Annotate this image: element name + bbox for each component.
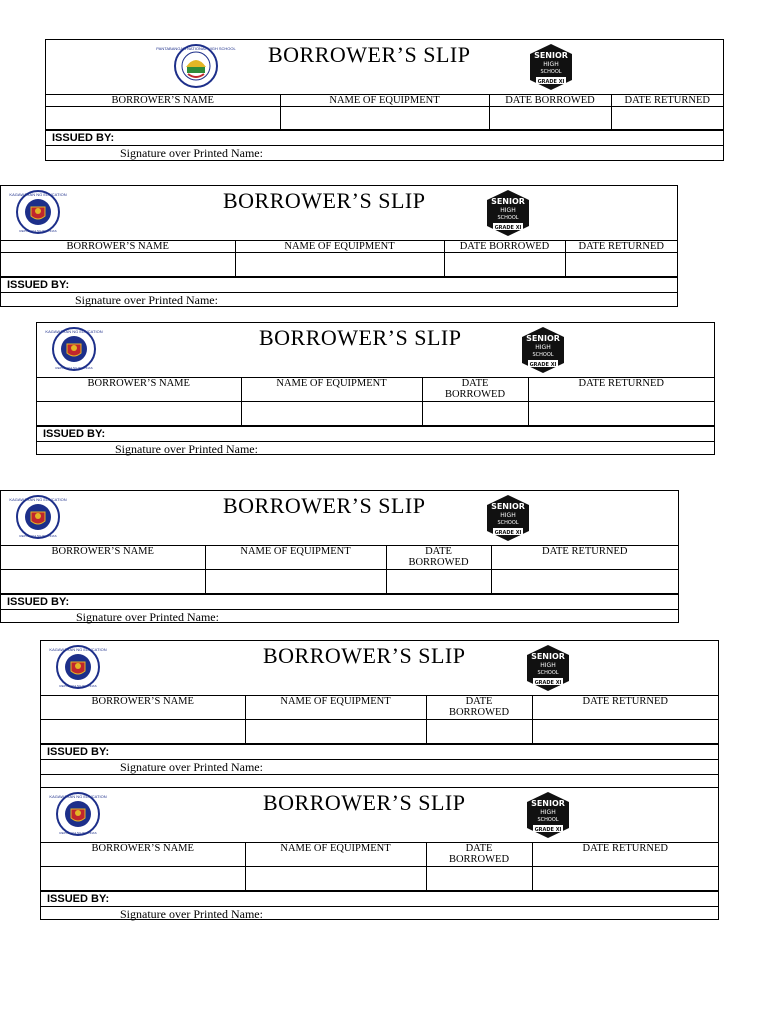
col-equipment-name: NAME OF EQUIPMENT — [235, 241, 444, 253]
col-date-returned: DATE RETURNED — [611, 95, 723, 107]
date-returned-field[interactable] — [528, 401, 714, 425]
deped-bottom-text: REPUBLIKA NG PILIPINAS — [59, 684, 97, 688]
col-date-returned: DATE RETURNED — [491, 546, 678, 569]
col-date-returned: DATE RETURNED — [528, 378, 714, 401]
shs-logo-ribbon: GRADE XI — [534, 827, 562, 833]
slip-table — [37, 378, 714, 426]
equipment-name-field[interactable] — [235, 253, 444, 277]
deped-ring-text: KAGAWARAN NG EDUCATION — [45, 329, 103, 334]
slip-title: BORROWER’S SLIP — [263, 643, 466, 668]
slip-title: BORROWER’S SLIP — [223, 493, 426, 518]
slip-title: BORROWER’S SLIP — [263, 790, 466, 815]
senior-high-school-logo-icon — [483, 493, 533, 543]
col-date-returned: DATE RETURNED — [532, 696, 718, 719]
col-date-returned: DATE RETURNED — [565, 241, 677, 253]
borrower-slip-1 — [45, 39, 724, 161]
borrower-slip-5 — [40, 640, 719, 788]
col-borrower-name: BORROWER’S NAME — [37, 378, 241, 401]
deped-seal-icon — [9, 494, 67, 540]
deped-seal-icon — [49, 644, 107, 690]
signature-line[interactable]: Signature over Printed Name: — [41, 906, 718, 921]
signature-line[interactable]: Signature over Printed Name: — [1, 292, 677, 307]
shs-logo-text-top: SENIOR — [526, 334, 560, 343]
shs-logo-text-bottom: SCHOOL — [540, 69, 562, 75]
issued-by-label: ISSUED BY: — [1, 277, 677, 292]
shs-logo-text-mid: HIGH — [500, 512, 516, 519]
signature-line[interactable]: Signature over Printed Name: — [46, 145, 723, 160]
col-borrower-name: BORROWER’S NAME — [46, 95, 280, 107]
slip-title: BORROWER’S SLIP — [259, 325, 462, 350]
school-seal-icon — [156, 43, 236, 89]
col-date-borrowed — [422, 378, 528, 401]
deped-ring-text: KAGAWARAN NG EDUCATION — [9, 192, 67, 197]
deped-seal-icon — [9, 189, 67, 235]
col-date-borrowed: DATE BORROWED — [444, 241, 565, 253]
col-date-returned: DATE RETURNED — [532, 843, 718, 866]
issued-by-label: ISSUED BY: — [46, 130, 723, 145]
slip-header — [41, 788, 718, 843]
equipment-name-field[interactable] — [245, 719, 426, 743]
deped-bottom-text: REPUBLIKA NG PILIPINAS — [55, 366, 93, 370]
slip-header — [41, 641, 718, 696]
col-equipment-name: NAME OF EQUIPMENT — [205, 546, 386, 569]
date-borrowed-field[interactable] — [489, 107, 611, 130]
date-returned-field[interactable] — [491, 569, 678, 593]
date-returned-field[interactable] — [532, 866, 718, 890]
col-borrower-name: BORROWER’S NAME — [41, 843, 245, 866]
equipment-name-field[interactable] — [241, 401, 422, 425]
equipment-name-field[interactable] — [280, 107, 489, 130]
school-seal-text: PANTABANGAN NATIONAL HIGH SCHOOL — [156, 46, 236, 51]
issued-by-label: ISSUED BY: — [1, 594, 678, 609]
slip-table — [1, 241, 677, 277]
borrower-slip-4 — [0, 490, 679, 623]
senior-high-school-logo-icon — [526, 42, 576, 92]
col-borrower-name: BORROWER’S NAME — [1, 241, 235, 253]
shs-logo-text-top: SENIOR — [531, 799, 565, 808]
col-date-borrowed-line2: BORROWED — [408, 557, 469, 568]
date-returned-field[interactable] — [532, 719, 718, 743]
borrower-slip-6 — [40, 787, 719, 920]
signature-line[interactable]: Signature over Printed Name: — [41, 759, 718, 774]
signature-line[interactable]: Signature over Printed Name: — [37, 441, 714, 456]
issued-by-label: ISSUED BY: — [41, 891, 718, 906]
col-date-borrowed — [426, 843, 532, 866]
deped-ring-text: KAGAWARAN NG EDUCATION — [49, 794, 107, 799]
date-borrowed-field[interactable] — [426, 719, 532, 743]
date-returned-field[interactable] — [565, 253, 677, 277]
slip-header — [46, 40, 723, 95]
slip-header — [37, 323, 714, 378]
issued-by-label: ISSUED BY: — [41, 744, 718, 759]
equipment-name-field[interactable] — [205, 569, 386, 593]
deped-seal-icon — [49, 791, 107, 837]
senior-high-school-logo-icon — [483, 188, 533, 238]
senior-high-school-logo-icon — [523, 643, 573, 693]
shs-logo-ribbon: GRADE XI — [537, 79, 565, 85]
date-borrowed-field[interactable] — [386, 569, 491, 593]
slip-header — [1, 491, 678, 546]
date-borrowed-field[interactable] — [426, 866, 532, 890]
shs-logo-text-mid: HIGH — [500, 207, 516, 214]
shs-logo-text-bottom: SCHOOL — [537, 817, 559, 823]
col-equipment-name: NAME OF EQUIPMENT — [241, 378, 422, 401]
col-date-borrowed-line1: DATE — [465, 696, 493, 707]
col-date-borrowed: DATE BORROWED — [489, 95, 611, 107]
equipment-name-field[interactable] — [245, 866, 426, 890]
slip-table — [41, 843, 718, 891]
date-borrowed-field[interactable] — [444, 253, 565, 277]
slip-header — [1, 186, 677, 241]
borrower-slip-2 — [0, 185, 678, 307]
col-equipment-name: NAME OF EQUIPMENT — [280, 95, 489, 107]
col-date-borrowed-line2: BORROWED — [448, 707, 510, 718]
col-date-borrowed-line2: BORROWED — [444, 389, 506, 400]
shs-logo-ribbon: GRADE XI — [529, 362, 557, 368]
deped-seal-icon — [45, 326, 103, 372]
shs-logo-text-mid: HIGH — [540, 662, 556, 669]
shs-logo-text-bottom: SCHOOL — [537, 670, 559, 676]
col-borrower-name: BORROWER’S NAME — [41, 696, 245, 719]
col-equipment-name: NAME OF EQUIPMENT — [245, 696, 426, 719]
shs-logo-text-bottom: SCHOOL — [532, 352, 554, 358]
borrower-name-field[interactable] — [37, 401, 241, 425]
borrower-name-field[interactable] — [41, 719, 245, 743]
slip-table — [1, 546, 678, 594]
shs-logo-text-mid: HIGH — [543, 61, 559, 68]
shs-logo-text-top: SENIOR — [491, 197, 525, 206]
shs-logo-ribbon: GRADE XI — [534, 680, 562, 686]
slip-table — [41, 696, 718, 744]
deped-bottom-text: REPUBLIKA NG PILIPINAS — [59, 831, 97, 835]
shs-logo-ribbon: GRADE XI — [494, 530, 522, 536]
slip-title: BORROWER’S SLIP — [223, 188, 426, 213]
borrower-slip-3 — [36, 322, 715, 455]
date-returned-field[interactable] — [611, 107, 723, 130]
col-date-borrowed-line1: DATE — [465, 843, 493, 854]
borrower-name-field[interactable] — [1, 253, 235, 277]
slip-table — [46, 95, 723, 130]
deped-bottom-text: REPUBLIKA NG PILIPINAS — [19, 534, 57, 538]
shs-logo-text-mid: HIGH — [540, 809, 556, 816]
senior-high-school-logo-icon — [518, 325, 568, 375]
col-date-borrowed — [426, 696, 532, 719]
col-date-borrowed-line1: DATE — [425, 546, 452, 557]
shs-logo-ribbon: GRADE XI — [494, 225, 522, 231]
shs-logo-text-mid: HIGH — [535, 344, 551, 351]
shs-logo-text-bottom: SCHOOL — [497, 520, 519, 526]
senior-high-school-logo-icon — [523, 790, 573, 840]
shs-logo-text-top: SENIOR — [491, 502, 525, 511]
col-borrower-name: BORROWER’S NAME — [1, 546, 205, 569]
borrower-name-field[interactable] — [41, 866, 245, 890]
slip-title: BORROWER’S SLIP — [268, 42, 471, 67]
borrower-name-field[interactable] — [1, 569, 205, 593]
deped-ring-text: KAGAWARAN NG EDUCATION — [49, 647, 107, 652]
col-equipment-name: NAME OF EQUIPMENT — [245, 843, 426, 866]
shs-logo-text-top: SENIOR — [534, 51, 568, 60]
deped-ring-text: KAGAWARAN NG EDUCATION — [9, 497, 67, 502]
col-date-borrowed-line2: BORROWED — [448, 854, 510, 865]
deped-bottom-text: REPUBLIKA NG PILIPINAS — [19, 229, 57, 233]
issued-by-label: ISSUED BY: — [37, 426, 714, 441]
col-date-borrowed — [386, 546, 491, 569]
signature-line[interactable]: Signature over Printed Name: — [1, 609, 678, 624]
borrower-name-field[interactable] — [46, 107, 280, 130]
shs-logo-text-top: SENIOR — [531, 652, 565, 661]
shs-logo-text-bottom: SCHOOL — [497, 215, 519, 221]
date-borrowed-field[interactable] — [422, 401, 528, 425]
col-date-borrowed-line1: DATE — [461, 378, 489, 389]
